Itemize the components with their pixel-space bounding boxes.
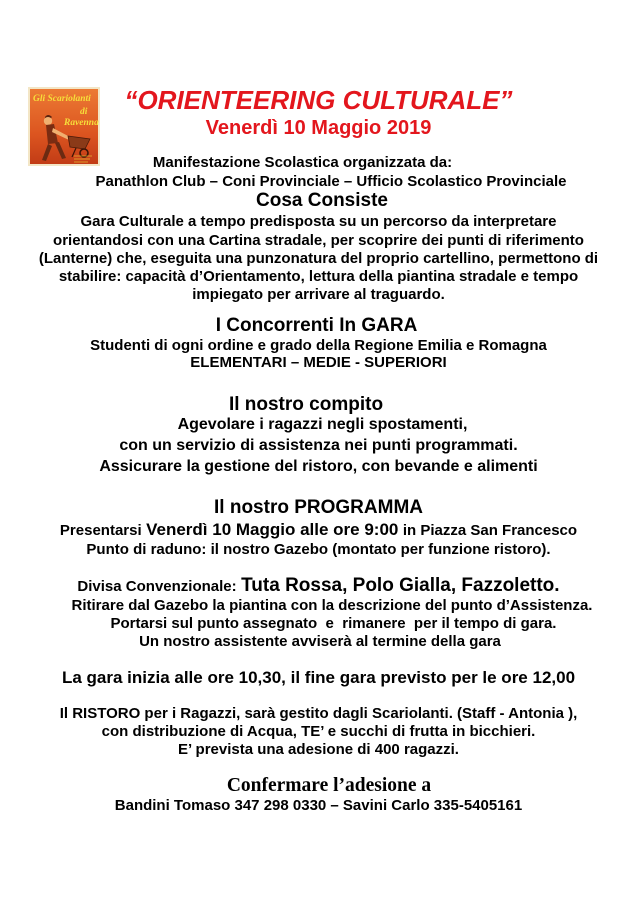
refreshments-line: con distribuzione di Acqua, TE’ e succhi di frutta in bicchieri. [101, 723, 536, 740]
section-heading-competitors: I Concorrenti In GARA [215, 315, 418, 336]
refreshments-line: Il RISTORO per i Ragazzi, sarà gestito dagli Scariolanti. (Staff - Antonia ), [59, 705, 578, 722]
instruction-line: Ritirare dal Gazebo la piantina con la descrizione del punto d’Assistenza. [71, 597, 593, 614]
meeting-when: Venerdì 10 Maggio alle ore 9:00 [146, 520, 399, 539]
meeting-where: in Piazza San Francesco [402, 522, 578, 539]
section-heading-what: Cosa Consiste [256, 190, 388, 211]
task-line: Agevolare i ragazzi negli spostamenti, [177, 416, 468, 433]
organizer-names: Panathlon Club – Coni Provinciale – Ufficio Scolastico Provinciale [95, 173, 567, 190]
what-line: (Lanterne) che, eseguita una punzonatura del proprio cartellino, permettono di [38, 250, 599, 267]
uniform-items: Tuta Rossa, Polo Gialla, Fazzoletto. [241, 575, 560, 596]
instruction-line: Un nostro assistente avviserà al termine della gara [139, 633, 501, 650]
section-heading-task: Il nostro compito [228, 394, 384, 415]
competitors-line: ELEMENTARI – MEDIE - SUPERIORI [190, 354, 447, 371]
task-line: con un servizio di assistenza nei punti programmati. [119, 437, 518, 454]
task-line: Assicurare la gestione del ristoro, con bevande e alimenti [99, 458, 538, 475]
logo-text-line2: di [80, 107, 88, 117]
what-line: stabilire: capacità d’Orientamento, lettura della piantina stradale e tempo [58, 268, 579, 285]
section-heading-program: Il nostro PROGRAMMA [214, 497, 423, 518]
race-schedule: La gara inizia alle ore 10,30, il fine gara previsto per le ore 12,00 [61, 668, 576, 687]
meeting-prefix: Presentarsi [59, 522, 142, 539]
contact-line: Bandini Tomaso 347 298 0330 – Savini Carlo 335-5405161 [114, 797, 523, 814]
meeting-point: Punto di raduno: il nostro Gazebo (montato per funzione ristoro). [86, 541, 551, 558]
logo-text-line1: Gli Scariolanti [33, 94, 91, 104]
confirm-heading: Confermare l’adesione a [226, 775, 432, 796]
meeting-time-line [0, 519, 637, 542]
instruction-line: Portarsi sul punto assegnato e rimanere per il tempo di gara. [110, 615, 557, 632]
competitors-line: Studenti di ogni ordine e grado della Regione Emilia e Romagna [90, 337, 547, 354]
what-line: Gara Culturale a tempo predisposta su un percorso da interpretare [80, 213, 557, 230]
organizer-intro: Manifestazione Scolastica organizzata da: [152, 154, 453, 171]
refreshments-line: E’ prevista una adesione di 400 ragazzi. [178, 741, 459, 758]
what-line: impiegato per arrivare al traguardo. [192, 286, 445, 303]
page-title: “ORIENTEERING CULTURALE” [124, 85, 513, 115]
logo-text-line3: Ravenna [64, 118, 99, 128]
what-line: orientandosi con una Cartina stradale, per scoprire dei punti di riferimento [53, 232, 584, 249]
event-date: Venerdì 10 Maggio 2019 [205, 117, 432, 139]
uniform-label: Divisa Convenzionale: [77, 578, 237, 595]
uniform-line [0, 575, 637, 598]
